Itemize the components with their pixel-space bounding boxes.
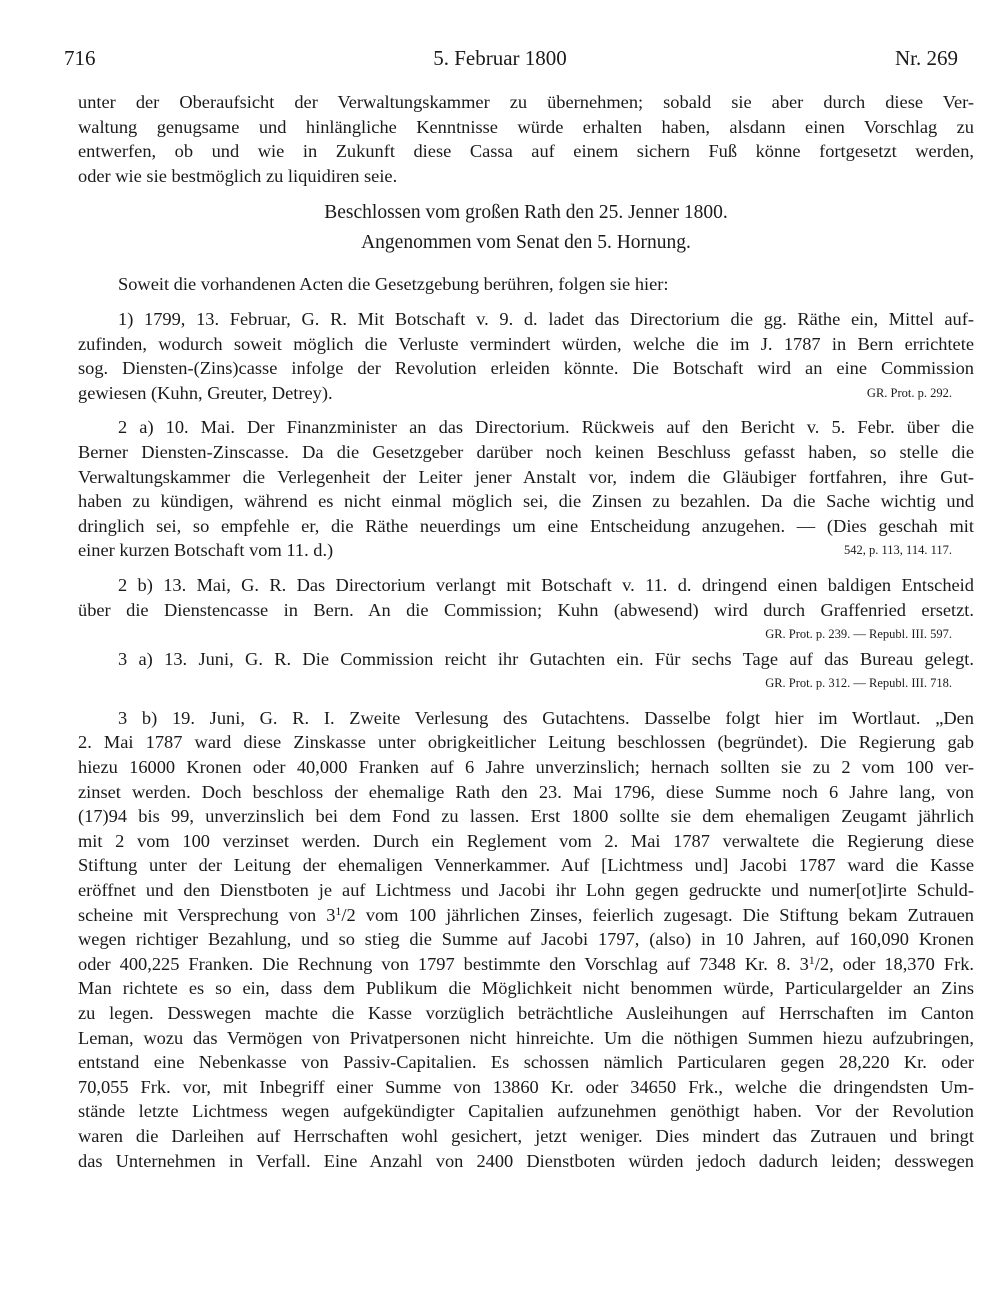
paragraph-3a-ref-line xyxy=(78,671,974,696)
page-header xyxy=(0,46,1000,76)
soweit-line: Soweit die vorhandenen Acten die Gesetzgebung berühren, folgen sie hier: xyxy=(118,274,669,295)
paragraph-3b-line: 3 b) 19. Juni, G. R. I. Zweite Verlesung des Gutachtens. Dasselbe folgt hier im Wortlaut. „Den xyxy=(118,707,974,728)
paragraph-3b-line: (17)94 bis 99, unverzinslich bei dem Fond zu lassen. Erst 1800 sollte sie dem ehemaligen Zeugamt jährlich xyxy=(78,806,974,827)
paragraph-3b-line: zinset werden. Doch beschloss der ehemalige Rath den 23. Mai 1796, diese Summe noch 6 Jahre lang, von xyxy=(78,781,974,802)
source-reference: GR. Prot. p. 239. — Republ. III. 597. xyxy=(765,627,952,642)
paragraph-3b-line: eröffnet und den Dienstboten je auf Lichtmess und Jacobi ihr Lohn gegen gedruckte und numer[ot]irte Schuld- xyxy=(78,880,974,901)
paragraph-2a-last-line xyxy=(78,538,974,563)
page-number: 716 xyxy=(64,46,96,70)
spacer xyxy=(78,563,974,573)
text-line: oder wie sie bestmöglich zu liquidiren seie. xyxy=(78,165,398,186)
paragraph-3b-line: waren die Darleihen auf Herrschaften wohl gesichert, jetzt weniger. Dies mindert das Zutrauen und bringt xyxy=(78,1125,974,1146)
paragraph-3b-line: 2. Mai 1787 ward diese Zinskasse unter obrigkeitlicher Leitung beschlossen (begründet). Die Regierung gab xyxy=(78,732,974,753)
paragraph-3b-line: hiezu 16000 Kronen oder 40,000 Franken auf 6 Jahre unverzinslich; hernach sollten sie zu 2 vom 100 ver- xyxy=(78,757,974,778)
paragraph-2a-line: Berner Diensten-Zinscasse. Da die Gesetzgeber darüber noch keinen Beschluss gefasst haben, so stelle die xyxy=(78,441,974,462)
paragraph-2b-line: über die Dienstencasse in Bern. An die Commission; Kuhn (abwesend) wird durch Graffenried ersetzt. xyxy=(78,599,974,620)
paragraph-1-line: sog. Diensten-(Zins)casse infolge der Revolution erleiden könnte. Die Botschaft wird an eine Commission xyxy=(78,358,974,379)
paragraph-1-text: gewiesen (Kuhn, Greuter, Detrey). xyxy=(78,382,333,403)
line-text: /2, oder 18,370 Frk. xyxy=(814,953,974,974)
spacer xyxy=(78,696,974,706)
spacer xyxy=(78,258,974,272)
paragraph-2b-ref-line xyxy=(78,622,974,647)
superscript: 1 xyxy=(335,903,342,918)
paragraph-3b-line: das Unternehmen in Verfall. Eine Anzahl von 2400 Dienstboten würden jedoch dadurch leiden; desswegen xyxy=(78,1150,974,1171)
text-line: unter der Oberaufsicht der Verwaltungskammer zu übernehmen; sobald sie aber durch diese Ver- xyxy=(78,92,974,112)
resolution-senate: Angenommen vom Senat den 5. Hornung. xyxy=(361,232,691,254)
paragraph-3b-line: mit 2 vom 100 verzinset werden. Durch ein Reglement vom 2. Mai 1787 verwaltete die Regierung diese xyxy=(78,830,974,851)
paragraph-1-last-line xyxy=(78,381,974,406)
document-number: Nr. 269 xyxy=(895,46,958,70)
line-text: oder 400,225 Franken. Die Rechnung von 1797 bestimmte den Vorschlag auf 7348 Kr. 8. 3 xyxy=(78,953,809,974)
header-date: 5. Februar 1800 xyxy=(433,46,567,70)
paragraph-1-line: zufinden, wodurch soweit möglich die Verluste vermindert würden, welche die im J. 1787 in Bern errichtete xyxy=(78,333,974,354)
line-text: scheine mit Versprechung von 3 xyxy=(78,904,336,925)
paragraph-2a-line: dringlich sei, so empfehle er, die Räthe neuerdings um eine Entscheidung anzugehen. — (Dies geschah mit xyxy=(78,515,974,536)
paragraph-3a-line: 3 a) 13. Juni, G. R. Die Commission reicht ihr Gutachten ein. Für sechs Tage auf das Bureau gelegt. xyxy=(118,648,974,669)
source-reference: 542, p. 113, 114. 117. xyxy=(844,543,952,558)
line-text: /2 vom 100 jährlichen Zinses, feierlich zugesagt. Die Stiftung bekam Zutrauen xyxy=(341,904,974,925)
paragraph-1-line: 1) 1799, 13. Februar, G. R. Mit Botschaft v. 9. d. ladet das Directorium die gg. Räthe ein, Mittel auf- xyxy=(118,308,974,329)
paragraph-2a-line: haben zu kündigen, während es nicht einmal möglich sei, die Zinsen zu bezahlen. Da die Sache wichtig und xyxy=(78,491,974,512)
paragraph-3b-line: stände letzte Lichtmess wegen aufgekündigter Capitalien aufzunehmen genöthigt haben. Vor der Revolution xyxy=(78,1101,974,1122)
text-line: waltung genugsame und hinlängliche Kenntnisse würde erhalten haben, alsdann einen Vorschlag zu xyxy=(78,116,974,137)
paragraph-3b-line: zu legen. Desswegen machte die Kasse vorzüglich beträchtliche Ausleihungen auf Herrschaften im Canton xyxy=(78,1003,974,1023)
body-text xyxy=(78,90,974,1173)
source-reference: GR. Prot. p. 292. xyxy=(866,385,952,400)
paragraph-3b-line: entstand eine Nebenkasse von Passiv-Capitalien. Es schossen nämlich Particularen gegen 28,220 Kr. oder xyxy=(78,1052,974,1073)
paragraph-3b-line: Stiftung unter der Leitung der ehemaligen Vennerkammer. Auf [Lichtmess und] Jacobi 1787 ward die Kasse xyxy=(78,855,974,876)
paragraph-3b-line: 70,055 Frk. vor, mit Inbegriff einer Summe von 13860 Kr. oder 34650 Frk., welche die dringendsten Um- xyxy=(78,1076,974,1097)
paragraph-2a-text: einer kurzen Botschaft vom 11. d.) xyxy=(78,540,334,561)
paragraph-2a-line: 2 a) 10. Mai. Der Finanzminister an das Directorium. Rückweis auf den Bericht v. 5. Febr. über die xyxy=(118,417,974,438)
resolution-great-council: Beschlossen vom großen Rath den 25. Jenner 1800. xyxy=(324,202,728,224)
text-line: entwerfen, ob und wie in Zukunft diese Cassa auf einem sichern Fuß könne fortgesetzt werden, xyxy=(78,141,974,162)
paragraph-2a-line: Verwaltungskammer die Verlegenheit der Leiter jener Anstalt vor, indem die Gläubiger fortfahren, ihre Gut- xyxy=(78,466,974,487)
spacer xyxy=(78,405,974,415)
spacer xyxy=(78,297,974,307)
paragraph-2b-line: 2 b) 13. Mai, G. R. Das Directorium verlangt mit Botschaft v. 11. d. dringend einen baldigen Entscheid xyxy=(118,574,974,595)
spacer xyxy=(78,188,974,198)
superscript: 1 xyxy=(808,952,815,967)
paragraph-3b-line xyxy=(78,903,974,928)
paragraph-3b-line: Man richtete es so ein, dass dem Publikum die Möglichkeit nicht benommen würde, Particulargelder an Zins xyxy=(78,978,974,999)
source-reference: GR. Prot. p. 312. — Republ. III. 718. xyxy=(765,676,952,691)
paragraph-3b-line: wegen richtiger Bezahlung, und so stieg die Summe auf Jacobi 1797, (also) in 10 Jahren, auf 160,090 Kronen xyxy=(78,929,974,950)
paragraph-3b-line xyxy=(78,952,974,977)
paragraph-3b-line: Leman, wozu das Vermögen von Privatpersonen nicht hinreichte. Um die nöthigen Summen hiezu aufzubringen, xyxy=(78,1027,974,1048)
